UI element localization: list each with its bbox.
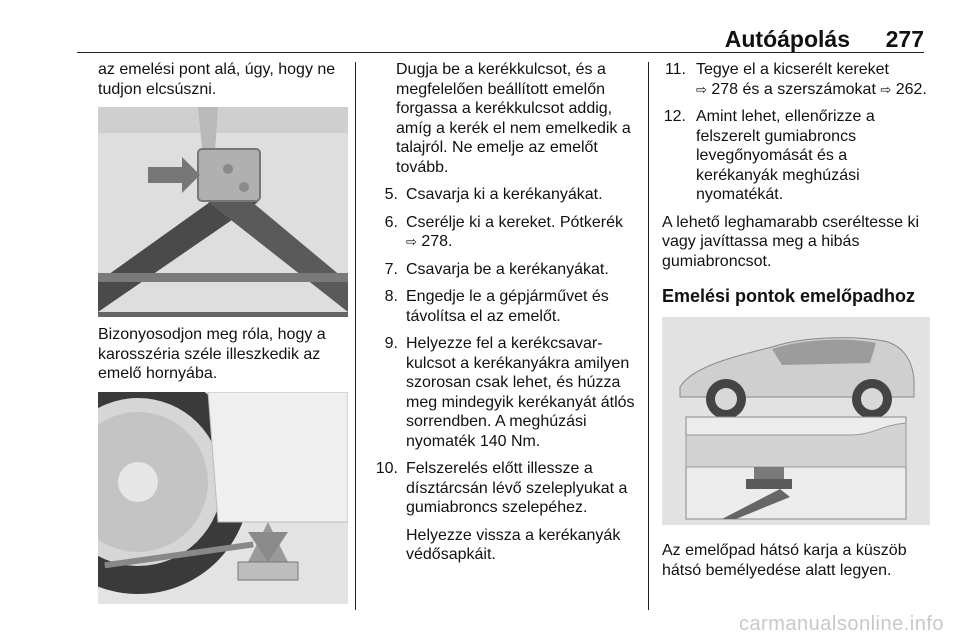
list-item: 7. Csavarja be a kerékanyákat. xyxy=(384,260,609,278)
page-number: 277 xyxy=(885,26,924,52)
watermark: carmanualsonline.info xyxy=(738,613,944,635)
steps-list xyxy=(368,185,640,565)
jack-caption: Bizonyosodjon meg róla, hogy a karosszéria széle illeszkedik az emelő hornyába. xyxy=(98,326,326,382)
column-divider xyxy=(355,62,356,610)
cross-reference-icon: ⇨ xyxy=(880,81,892,97)
repair-paragraph: A lehető leghamarabb cseréltesse ki vagy javíttassa meg a hibás gumiabroncsot. xyxy=(662,213,920,270)
section-title: Autóápolás xyxy=(724,26,850,52)
steps-list-continued xyxy=(662,60,932,205)
list-item: 11. Tegye el a kicserélt kereket ⇨ 278 és a szerszámokat ⇨ 262. xyxy=(664,61,927,98)
step-note: Helyezze vissza a kerékanyák védősapkáit. xyxy=(406,526,621,563)
jack-closeup-illustration xyxy=(98,107,348,317)
lift-caption: Az emelőpad hátsó karja a küszöb hátsó bemélyedése alatt legyen. xyxy=(662,542,907,579)
section-heading: Emelési pontok emelőpadhoz xyxy=(662,286,916,306)
cross-reference-icon: ⇨ xyxy=(406,234,417,249)
header-rule xyxy=(77,52,924,53)
page-reference-link[interactable]: 278 és a szerszámokat xyxy=(711,80,876,98)
page-reference-link[interactable]: 262. xyxy=(895,80,927,98)
page-reference-link[interactable]: 278. xyxy=(421,233,453,250)
cross-reference-icon: ⇨ xyxy=(696,81,707,97)
continuation-text: Dugja be a kerékkulcsot, és a megfelelően beállított emelőn forgassa a kerékkulcsot addig, amíg a kerék el nem emelkedik a talajról. Ne emelje az emelőt tovább. xyxy=(396,61,631,176)
list-item: 5. Csavarja ki a kerékanyákat. xyxy=(384,186,603,203)
lift-points-illustration xyxy=(662,317,930,525)
wheel-and-jack-illustration xyxy=(98,392,348,604)
column-right xyxy=(662,60,932,580)
list-item: 12. Amint lehet, ellenőrizze a felszerelt gumiabroncs levegőnyomását és a kerékanyák meghúzási nyomatékát. xyxy=(663,108,875,203)
list-item: 10. Felszerelés előtt illessze a dísztárcsán lévő szeleplyukat a gumiabroncs szelepéhez. Helyezze vissza a kerékanyák védősapkáit. xyxy=(368,459,640,565)
list-item: 6. Cserélje ki a kereket. Pótkerék ⇨ 278. xyxy=(384,213,623,250)
list-item: 8. Engedje le a gépjárművet és távolítsa el az emelőt. xyxy=(384,288,609,325)
column-divider xyxy=(648,62,649,610)
column-left xyxy=(98,60,348,604)
intro-text: az emelési pont alá, úgy, hogy ne tudjon elcsúszni. xyxy=(98,61,336,98)
column-middle xyxy=(368,60,640,573)
list-item: 9. Helyezze fel a kerékcsavar-kulcsot a kerékanyákra amilyen szorosan csak lehet, és húzza meg mindegyik kerékanyát átlós sorrendben. A meghúzási nyomaték 140 Nm. xyxy=(384,335,635,450)
page-header xyxy=(0,0,960,54)
